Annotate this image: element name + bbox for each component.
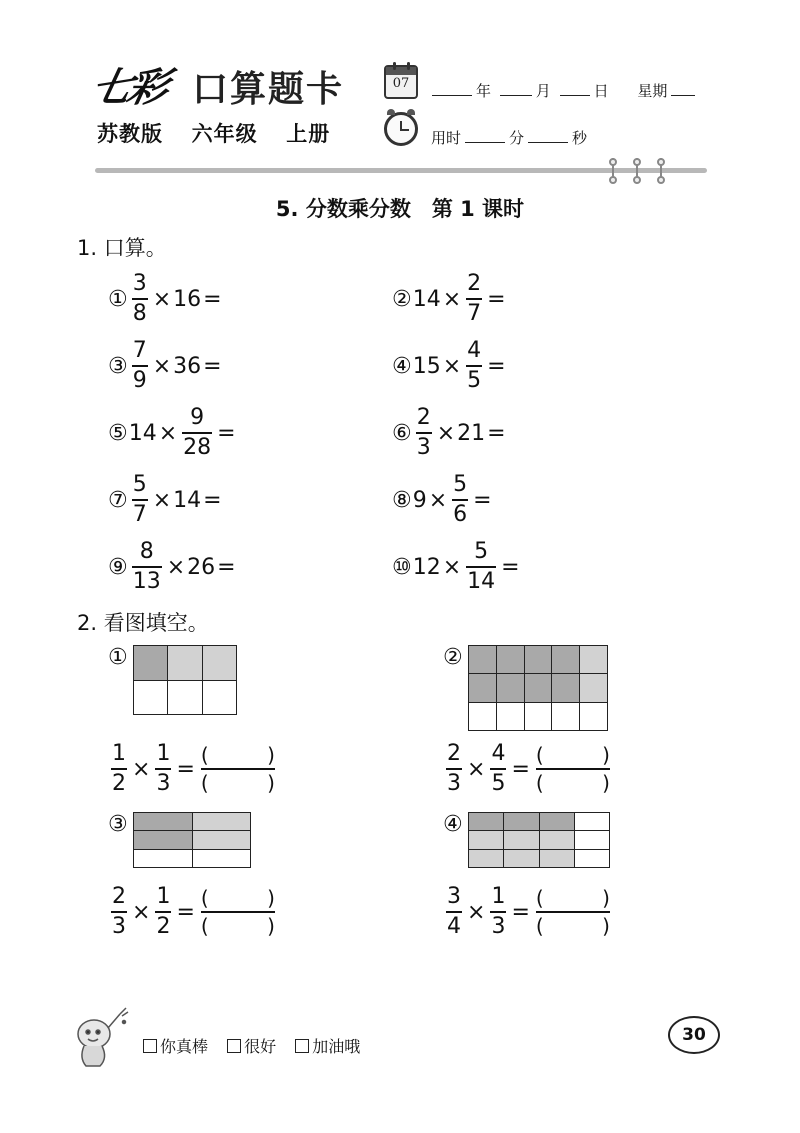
check-great[interactable]: 你真棒 (143, 1037, 208, 1056)
time-fields (431, 127, 587, 148)
q2-equation-3: $\frac{2}{3}$ × $\frac{1}{2}$ = ( ) ( ) (112, 884, 275, 939)
answer-fraction-blank[interactable]: ( ) ( ) (535, 743, 610, 795)
seconds-label: 秒 (572, 129, 588, 147)
fraction: $\frac{4}{5}$ (491, 741, 506, 796)
figure-2-mark: ② (443, 645, 463, 670)
check-good[interactable]: 很好 (227, 1037, 276, 1056)
lesson-title: 5. 分数乘分数 第 1 课时 (275, 197, 525, 221)
item-mark: ④ (392, 353, 412, 379)
answer-fraction-blank[interactable]: ( ) ( ) (200, 743, 275, 795)
fraction: $\frac{1}{3}$ (491, 884, 506, 939)
item-mark: ⑤ (108, 420, 128, 446)
item-mark: ⑨ (108, 554, 128, 580)
alarm-clock-icon (384, 112, 418, 146)
month-blank[interactable] (500, 83, 532, 96)
fraction: $\frac{3}{4}$ (447, 884, 461, 939)
minutes-blank[interactable] (465, 130, 505, 143)
month-label: 月 (535, 82, 551, 100)
fraction: $\frac{4}{5}$ (467, 338, 482, 393)
q2-equation-1: $\frac{1}{2}$ × $\frac{1}{3}$ = ( ) ( ) (112, 741, 275, 796)
year-blank[interactable] (432, 83, 472, 96)
self-evaluation (143, 1034, 374, 1057)
fraction: $\frac{2}{3}$ (416, 405, 431, 460)
checkbox-icon (295, 1039, 309, 1053)
weekday-blank[interactable] (671, 83, 695, 96)
fraction: $\frac{5}{14}$ (467, 539, 496, 594)
figure-3-mark: ③ (108, 812, 128, 837)
q1-item-7: ⑦ $\frac{5}{7}$ × 14 = (108, 472, 222, 527)
calendar-number: 07 (392, 76, 410, 91)
fraction: $\frac{5}{7}$ (132, 472, 147, 527)
q1-item-3: ③ $\frac{7}{9}$ × 36 = (108, 338, 222, 393)
figure-2-grid (468, 645, 608, 731)
figure-1-grid (133, 645, 237, 715)
q1-item-4: ④ 15 × $\frac{4}{5}$ = (392, 338, 506, 393)
weekday-label: 星期 (637, 82, 668, 100)
minutes-label: 分 (509, 129, 525, 147)
q1-item-8: ⑧ 9 × $\frac{5}{6}$ = (392, 472, 492, 527)
answer-fraction-blank[interactable]: ( ) ( ) (200, 886, 275, 938)
date-fields (428, 80, 699, 101)
fraction: $\frac{2}{3}$ (112, 884, 126, 939)
q1-item-1: ① $\frac{3}{8}$ × 16 = (108, 271, 222, 326)
item-mark: ① (108, 286, 128, 312)
answer-fraction-blank[interactable]: ( ) ( ) (535, 886, 610, 938)
item-mark: ② (392, 286, 412, 312)
fraction: $\frac{1}{3}$ (156, 741, 171, 796)
day-blank[interactable] (560, 83, 590, 96)
day-label: 日 (593, 82, 609, 100)
item-mark: ⑩ (392, 554, 412, 580)
seconds-blank[interactable] (528, 130, 568, 143)
checkbox-icon (227, 1039, 241, 1053)
item-mark: ⑧ (392, 487, 412, 513)
q1-item-5: ⑤ 14 × $\frac{9}{28}$ = (108, 405, 236, 460)
fraction: $\frac{3}{8}$ (132, 271, 147, 326)
fraction: $\frac{2}{7}$ (467, 271, 482, 326)
figure-4-grid (468, 812, 610, 868)
fraction: $\frac{9}{28}$ (183, 405, 212, 460)
check-keep-going[interactable]: 加油哦 (295, 1037, 360, 1056)
edition-label: 苏教版 六年级 上册 (97, 122, 331, 146)
year-label: 年 (476, 82, 492, 100)
figure-3-grid (133, 812, 251, 868)
q1-item-10: ⑩ 12 × $\frac{5}{14}$ = (392, 539, 520, 594)
binder-rings-icon (605, 156, 675, 186)
figure-1-mark: ① (108, 645, 128, 670)
fraction: $\frac{7}{9}$ (132, 338, 147, 393)
time-used-label: 用时 (431, 129, 462, 147)
mascot-icon (64, 1002, 134, 1072)
item-mark: ③ (108, 353, 128, 379)
q2-equation-2: $\frac{2}{3}$ × $\frac{4}{5}$ = ( ) ( ) (447, 741, 610, 796)
q2-equation-4: $\frac{3}{4}$ × $\frac{1}{3}$ = ( ) ( ) (447, 884, 610, 939)
brand-seven-logo: 七彩 (87, 64, 170, 111)
q1-item-9: ⑨ $\frac{8}{13}$ × 26 = (108, 539, 236, 594)
fraction: $\frac{1}{2}$ (156, 884, 171, 939)
q1-item-6: ⑥ $\frac{2}{3}$ × 21 = (392, 405, 506, 460)
checkbox-icon (143, 1039, 157, 1053)
q2-heading: 2. 看图填空。 (77, 611, 209, 635)
item-mark: ⑥ (392, 420, 412, 446)
fraction: $\frac{2}{3}$ (447, 741, 461, 796)
q1-item-2: ② 14 × $\frac{2}{7}$ = (392, 271, 506, 326)
fraction: $\frac{1}{2}$ (112, 741, 126, 796)
fraction: $\frac{8}{13}$ (132, 539, 161, 594)
calendar-icon (384, 65, 418, 99)
brand-title: 口算题卡 (192, 69, 345, 110)
figure-4-mark: ④ (443, 812, 463, 837)
fraction: $\frac{5}{6}$ (453, 472, 468, 527)
q1-heading: 1. 口算。 (77, 236, 167, 260)
item-mark: ⑦ (108, 487, 128, 513)
page-number: 30 (668, 1016, 720, 1054)
